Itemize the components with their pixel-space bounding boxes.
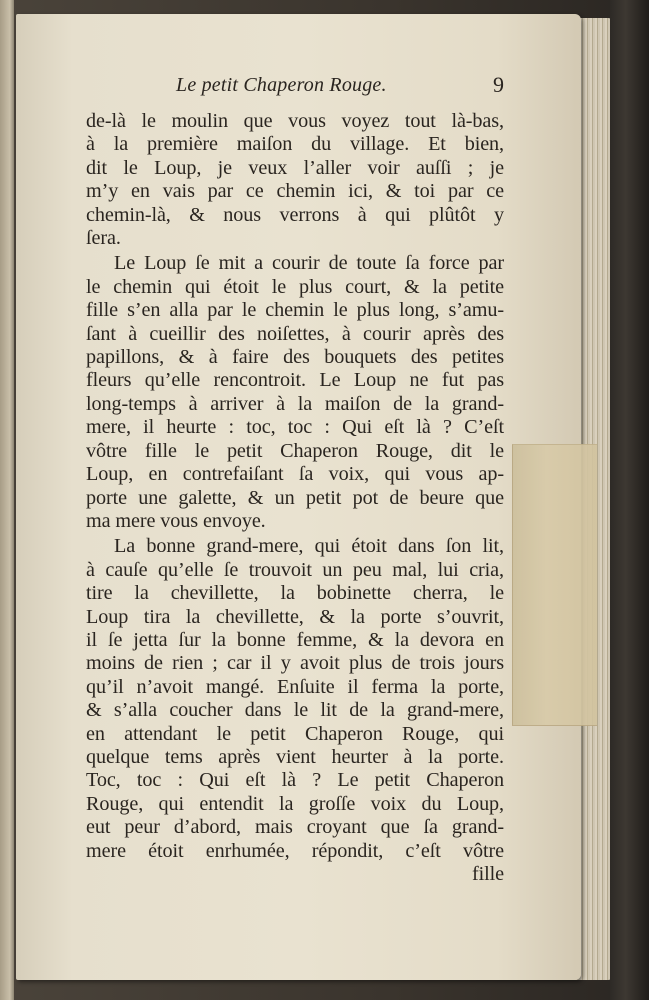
page-number: 9	[493, 72, 504, 97]
text-line: Rouge, qui entendit la groſſe voix du Loup,	[86, 792, 504, 815]
text-line: à cauſe qu’elle ſe trouvoit un peu mal, lui cria,	[86, 558, 504, 581]
text-line: m’y en vais par ce chemin ici, & toi par ce	[86, 180, 504, 203]
text-line: papillons, & à faire des bouquets des petites	[86, 346, 504, 369]
text-line: qu’il n’avoit mangé. Enſuite il ferma la porte,	[86, 675, 504, 698]
text-line: tire la chevillette, la bobinette cherra, le	[86, 582, 504, 605]
paper-repair-patch	[512, 444, 597, 726]
text-line: il ſe jetta ſur la bonne femme, & la devora en	[86, 628, 504, 651]
paragraph	[86, 110, 504, 250]
text-line: à la première maiſon du village. Et bien,	[86, 133, 504, 156]
text-line: porte une galette, & un petit pot de beure que	[86, 486, 504, 509]
book-binding	[610, 0, 649, 1000]
text-line: fleurs qu’elle rencontroit. Le Loup ne fut pas	[86, 369, 504, 392]
text-line: ma mere vous envoye.	[86, 509, 266, 532]
text-line: chemin-là, & nous verrons à qui plûtôt y	[86, 203, 504, 226]
text-line: moins de rien ; car il y avoit plus de trois jours	[86, 652, 504, 675]
text-line: le chemin qui étoit le plus court, & la petite	[86, 275, 504, 298]
text-line: mere étoit enrhumée, répondit, c’eſt vôtre	[86, 839, 504, 862]
text-line: ſera.	[86, 227, 121, 250]
text-line: La bonne grand-mere, qui étoit dans ſon lit,	[114, 535, 504, 558]
text-line: fille s’en alla par le chemin le plus long, s’amu-	[86, 299, 504, 322]
text-line: vôtre fille le petit Chaperon Rouge, dit le	[86, 439, 504, 462]
text-line: mere, il heurte : toc, toc : Qui eſt là ? C’eſt	[86, 416, 504, 439]
running-title: Le petit Chaperon Rouge.	[176, 74, 387, 96]
paragraph	[86, 535, 504, 863]
facing-page-edge	[0, 0, 14, 1000]
text-line: long-temps à arriver à la maiſon de la grand-	[86, 392, 504, 415]
body-text	[86, 110, 504, 886]
page-text-block	[86, 62, 504, 886]
text-line: eut peur d’abord, mais croyant que ſa grand-	[86, 816, 504, 839]
text-line: quelque tems après vient heurter à la porte.	[86, 745, 504, 768]
text-line: Loup, en contrefaiſant ſa voix, qui vous ap-	[86, 463, 504, 486]
text-line: ſant à cueillir des noiſettes, à courir après des	[86, 322, 504, 345]
page-header	[86, 62, 504, 97]
text-line: de-là le moulin que vous voyez tout là-bas,	[86, 110, 504, 132]
text-line: & s’alla coucher dans le lit de la grand-mere,	[86, 699, 504, 722]
text-line: Le Loup ſe mit a courir de toute ſa force par	[114, 252, 504, 275]
text-line: dit le Loup, je veux l’aller voir auſſi ; je	[86, 156, 504, 179]
text-line: en attendant le petit Chaperon Rouge, qui	[86, 722, 504, 745]
text-line: Toc, toc : Qui eſt là ? Le petit Chaperon	[86, 769, 504, 792]
catchword: fille	[471, 863, 504, 885]
paragraph	[86, 252, 504, 533]
text-line: Loup tira la chevillette, & la porte s’ouvrit,	[86, 605, 504, 628]
